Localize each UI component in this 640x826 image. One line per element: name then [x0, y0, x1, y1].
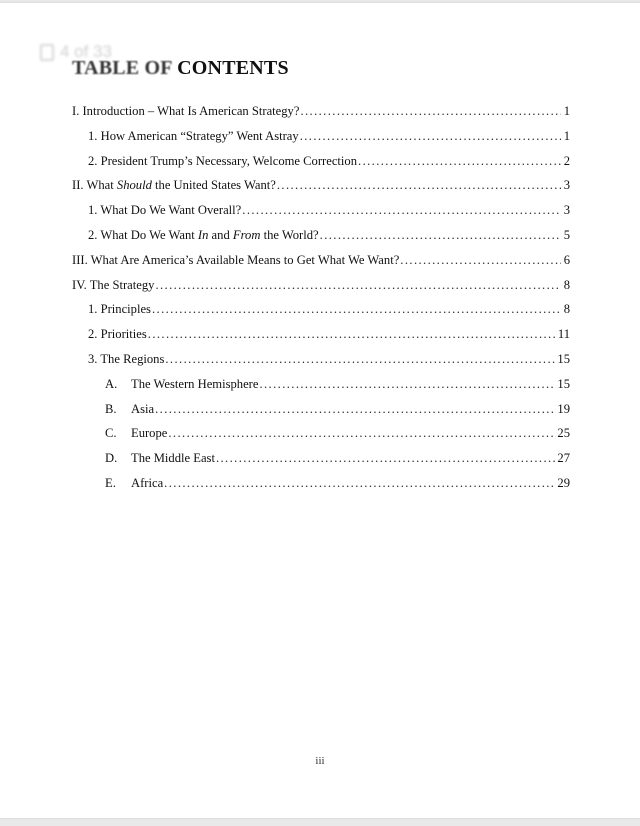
- toc-entry[interactable]: [72, 126, 570, 151]
- toc-entry-letter: B.: [105, 401, 117, 416]
- toc-entry-label: [72, 175, 276, 195]
- toc-entry-text: 1. How American “Strategy” Went Astray: [88, 128, 299, 143]
- toc-entry-letter: C.: [105, 426, 117, 441]
- toc-entry-text: 2. President Trump’s Necessary, Welcome Correction: [88, 153, 358, 168]
- toc-entry-page: 8: [563, 302, 570, 317]
- toc-entry-text: IV. The Strategy: [72, 277, 155, 292]
- toc-entry-text: and: [208, 227, 233, 242]
- toc-entry-page: 1: [563, 128, 570, 143]
- toc-dot-leader: [259, 374, 556, 394]
- toc-dot-leader: [165, 349, 556, 369]
- page-title-blurred: TABLE OF: [72, 57, 172, 79]
- toc-entry-letter: E.: [105, 475, 116, 490]
- toc-entry[interactable]: [72, 399, 570, 424]
- toc-entry[interactable]: [72, 423, 570, 448]
- toc-entry-text: 2. What Do We Want: [88, 227, 198, 242]
- toc-dot-leader: [277, 175, 561, 195]
- toc-entry[interactable]: [72, 275, 570, 300]
- toc-entry-label: [88, 126, 299, 146]
- toc-entry[interactable]: [72, 473, 570, 498]
- toc-entry-label: [88, 151, 357, 171]
- toc-entry-page: 19: [557, 401, 570, 416]
- toc-entry[interactable]: [72, 101, 570, 126]
- toc-entry-text: II. What: [72, 178, 117, 193]
- toc-entry-text: Europe: [131, 426, 168, 441]
- page-title: [72, 57, 289, 80]
- toc-entry-page: 6: [563, 252, 570, 267]
- toc-entry-page: 8: [563, 277, 570, 292]
- toc-dot-leader: [148, 324, 557, 344]
- toc-entry-text: Should: [116, 178, 152, 193]
- toc-entry-text: the United States Want?: [151, 178, 276, 193]
- toc-entry-text: 2. Priorities: [88, 327, 147, 342]
- toc-entry-text: III. What Are America’s Available Means to Get What We Want?: [72, 252, 400, 267]
- toc-dot-leader: [168, 423, 556, 443]
- toc-entry-label: [131, 448, 215, 468]
- toc-entry-text: Africa: [131, 475, 164, 490]
- toc-entry-page: 2: [563, 153, 570, 168]
- toc-dot-leader: [300, 101, 561, 121]
- toc-entry-page: 27: [557, 451, 570, 466]
- toc-entry-text: From: [232, 227, 261, 242]
- toc-dot-leader: [155, 275, 561, 295]
- toc-entry-text: The Middle East: [131, 451, 215, 466]
- toc-entry-page: 15: [557, 376, 570, 391]
- toc-entry-label: [72, 101, 299, 121]
- toc-entry-label: [131, 473, 163, 493]
- toc-dot-leader: [152, 299, 561, 319]
- toc-entry[interactable]: [72, 225, 570, 250]
- toc-entry-text: 3. The Regions: [88, 351, 165, 366]
- document-page: [0, 3, 640, 818]
- toc-dot-leader: [400, 250, 561, 270]
- toc-entry-label: [88, 349, 164, 369]
- toc-entry-page: 1: [563, 104, 570, 118]
- document-icon: [40, 44, 54, 61]
- page-title-rest: CONTENTS: [171, 57, 289, 79]
- toc-entry[interactable]: [72, 175, 570, 200]
- toc-entry[interactable]: [72, 374, 570, 399]
- toc-dot-leader: [242, 200, 561, 220]
- toc-entry-text: 1. What Do We Want Overall?: [88, 203, 242, 218]
- toc-entry-page: 15: [557, 351, 570, 366]
- toc-entry-page: 3: [563, 178, 570, 193]
- toc-entry-text: In: [197, 227, 209, 242]
- toc-entry[interactable]: [72, 324, 570, 349]
- toc-entry-label: [72, 275, 154, 295]
- toc-entry-text: I. Introduction – What Is American Strategy?: [72, 104, 300, 118]
- toc-entry-letter: A.: [105, 376, 118, 391]
- toc-entry-label: [131, 399, 154, 419]
- toc-entry-label: [88, 324, 147, 344]
- toc-entry-text: the World?: [260, 227, 319, 242]
- toc-entry[interactable]: [72, 448, 570, 473]
- toc-entry-text: Asia: [131, 401, 155, 416]
- toc-dot-leader: [216, 448, 556, 468]
- toc-entry-label: [88, 225, 319, 245]
- toc-entry[interactable]: [72, 200, 570, 225]
- toc-entry-page: 11: [557, 327, 570, 342]
- toc-dot-leader: [155, 399, 556, 419]
- toc-entry-label: [131, 374, 258, 394]
- page-indicator-text: 4 of 33: [60, 42, 112, 61]
- toc-entry-text: 1. Principles: [88, 302, 151, 317]
- toc-entry-page: 5: [563, 227, 570, 242]
- toc-entry-text: The Western Hemisphere: [131, 376, 259, 391]
- toc-entry[interactable]: [72, 349, 570, 374]
- toc-entry[interactable]: [72, 299, 570, 324]
- toc-entry[interactable]: [72, 250, 570, 275]
- toc-dot-leader: [164, 473, 556, 493]
- toc-entry-page: 29: [557, 475, 570, 490]
- toc-entry-label: [88, 200, 241, 220]
- toc-entry-page: 3: [563, 203, 570, 218]
- page-number-footer: iii: [315, 755, 325, 767]
- toc-dot-leader: [320, 225, 561, 245]
- toc-entry-label: [88, 299, 151, 319]
- table-of-contents: [72, 101, 570, 498]
- toc-entry-label: [131, 423, 167, 443]
- toc-dot-leader: [300, 126, 561, 146]
- toc-entry[interactable]: [72, 151, 570, 176]
- toc-entry-label: [72, 250, 399, 270]
- toc-entry-letter: D.: [105, 451, 118, 466]
- toc-entry-page: 25: [557, 426, 570, 441]
- toc-dot-leader: [358, 151, 561, 171]
